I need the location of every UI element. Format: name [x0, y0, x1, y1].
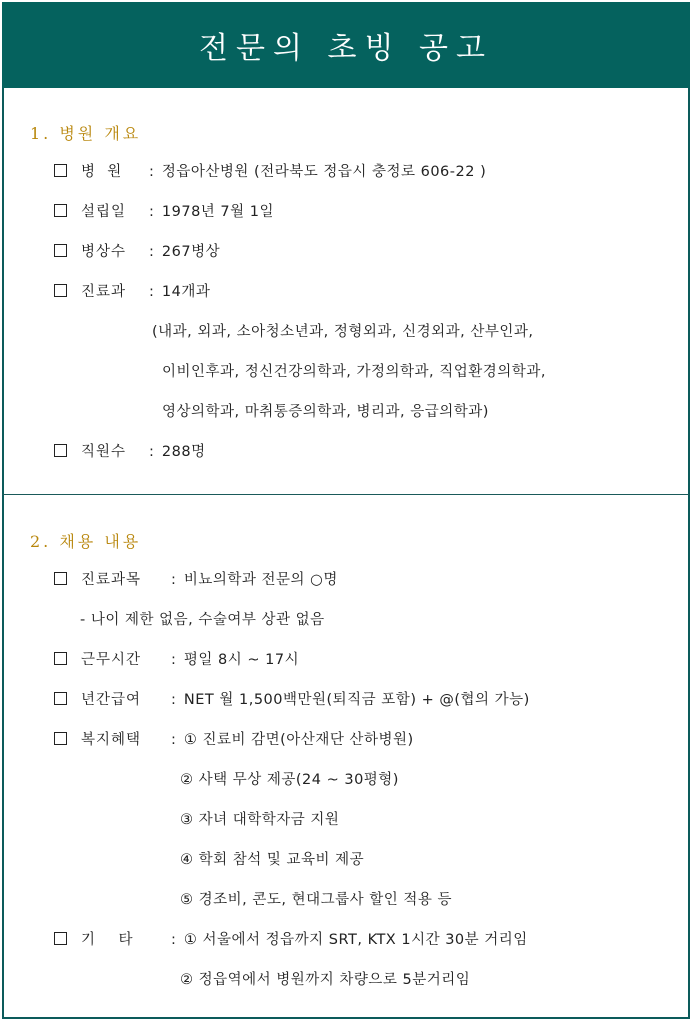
- welfare-label: 복지혜택: [81, 732, 142, 748]
- colon: :: [171, 732, 176, 748]
- beds-value: 267병상: [161, 244, 221, 260]
- hours-row: [54, 650, 299, 670]
- hours-value: 평일 8시 ~ 17시: [183, 652, 300, 668]
- section-2-heading: 2. 채용 내용: [30, 532, 142, 551]
- hospital-row: [54, 162, 486, 182]
- staff-label: 직원수: [81, 444, 127, 460]
- checkbox-icon: [54, 444, 67, 457]
- checkbox-icon: [54, 732, 67, 745]
- checkbox-icon: [54, 164, 67, 177]
- salary-label: 년간급여: [81, 692, 142, 708]
- checkbox-icon: [54, 244, 67, 257]
- staff-value: 288명: [161, 444, 206, 460]
- colon: :: [149, 284, 154, 300]
- founded-row: [54, 202, 274, 222]
- colon: :: [171, 932, 176, 948]
- checkbox-icon: [54, 204, 67, 217]
- colon: :: [149, 244, 154, 260]
- salary-row: [54, 690, 530, 710]
- founded-label: 설립일: [81, 204, 127, 220]
- page-title: 전문의 초빙 공고: [199, 31, 493, 66]
- depts-row: [54, 282, 210, 302]
- dept-list-line-3: 영상의학과, 마취통증의학과, 병리과, 응급의학과): [162, 404, 489, 420]
- welfare-item-2: ② 사택 무상 제공(24 ~ 30평형): [180, 772, 399, 788]
- beds-row: [54, 242, 220, 262]
- etc-item-1: ① 서울에서 정읍까지 SRT, KTX 1시간 30분 거리임: [183, 932, 528, 948]
- section-divider: [2, 494, 690, 495]
- dept-list-line-1: (내과, 외과, 소아청소년과, 정형외과, 신경외과, 산부인과,: [152, 324, 534, 340]
- salary-value: NET 월 1,500백만원(퇴직금 포함) + @(협의 가능): [183, 692, 530, 708]
- checkbox-icon: [54, 572, 67, 585]
- hospital-label: 병 원: [81, 164, 123, 180]
- etc-label: 기 타: [81, 932, 134, 948]
- welfare-item-4: ④ 학회 참석 및 교육비 제공: [180, 852, 365, 868]
- checkbox-icon: [54, 932, 67, 945]
- title-banner: [2, 2, 690, 88]
- colon: :: [149, 164, 154, 180]
- colon: :: [149, 204, 154, 220]
- beds-label: 병상수: [81, 244, 127, 260]
- section-1-heading: 1. 병원 개요: [30, 124, 142, 143]
- hospital-value: 정읍아산병원 (전라북도 정읍시 충정로 606-22 ): [161, 164, 487, 180]
- staff-row: [54, 442, 206, 462]
- specialty-row: [54, 570, 338, 590]
- specialty-note: - 나이 제한 없음, 수술여부 상관 없음: [80, 612, 325, 628]
- colon: :: [171, 652, 176, 668]
- founded-value: 1978년 7월 1일: [161, 204, 274, 220]
- checkbox-icon: [54, 652, 67, 665]
- dept-list-line-2: 이비인후과, 정신건강의학과, 가정의학과, 직업환경의학과,: [162, 364, 546, 380]
- checkbox-icon: [54, 692, 67, 705]
- etc-item-2: ② 정읍역에서 병원까지 차량으로 5분거리임: [180, 972, 471, 988]
- welfare-item-3: ③ 자녀 대학학자금 지원: [180, 812, 340, 828]
- specialty-label: 진료과목: [81, 572, 142, 588]
- welfare-item-5: ⑤ 경조비, 콘도, 현대그룹사 할인 적용 등: [180, 892, 452, 908]
- welfare-row: [54, 730, 414, 750]
- colon: :: [171, 692, 176, 708]
- specialty-value: 비뇨의학과 전문의 ○명: [183, 572, 338, 588]
- depts-value: 14개과: [161, 284, 211, 300]
- checkbox-icon: [54, 284, 67, 297]
- colon: :: [171, 572, 176, 588]
- hours-label: 근무시간: [81, 652, 142, 668]
- colon: :: [149, 444, 154, 460]
- depts-label: 진료과: [81, 284, 127, 300]
- etc-row: [54, 930, 528, 950]
- welfare-item-1: ① 진료비 감면(아산재단 산하병원): [183, 732, 414, 748]
